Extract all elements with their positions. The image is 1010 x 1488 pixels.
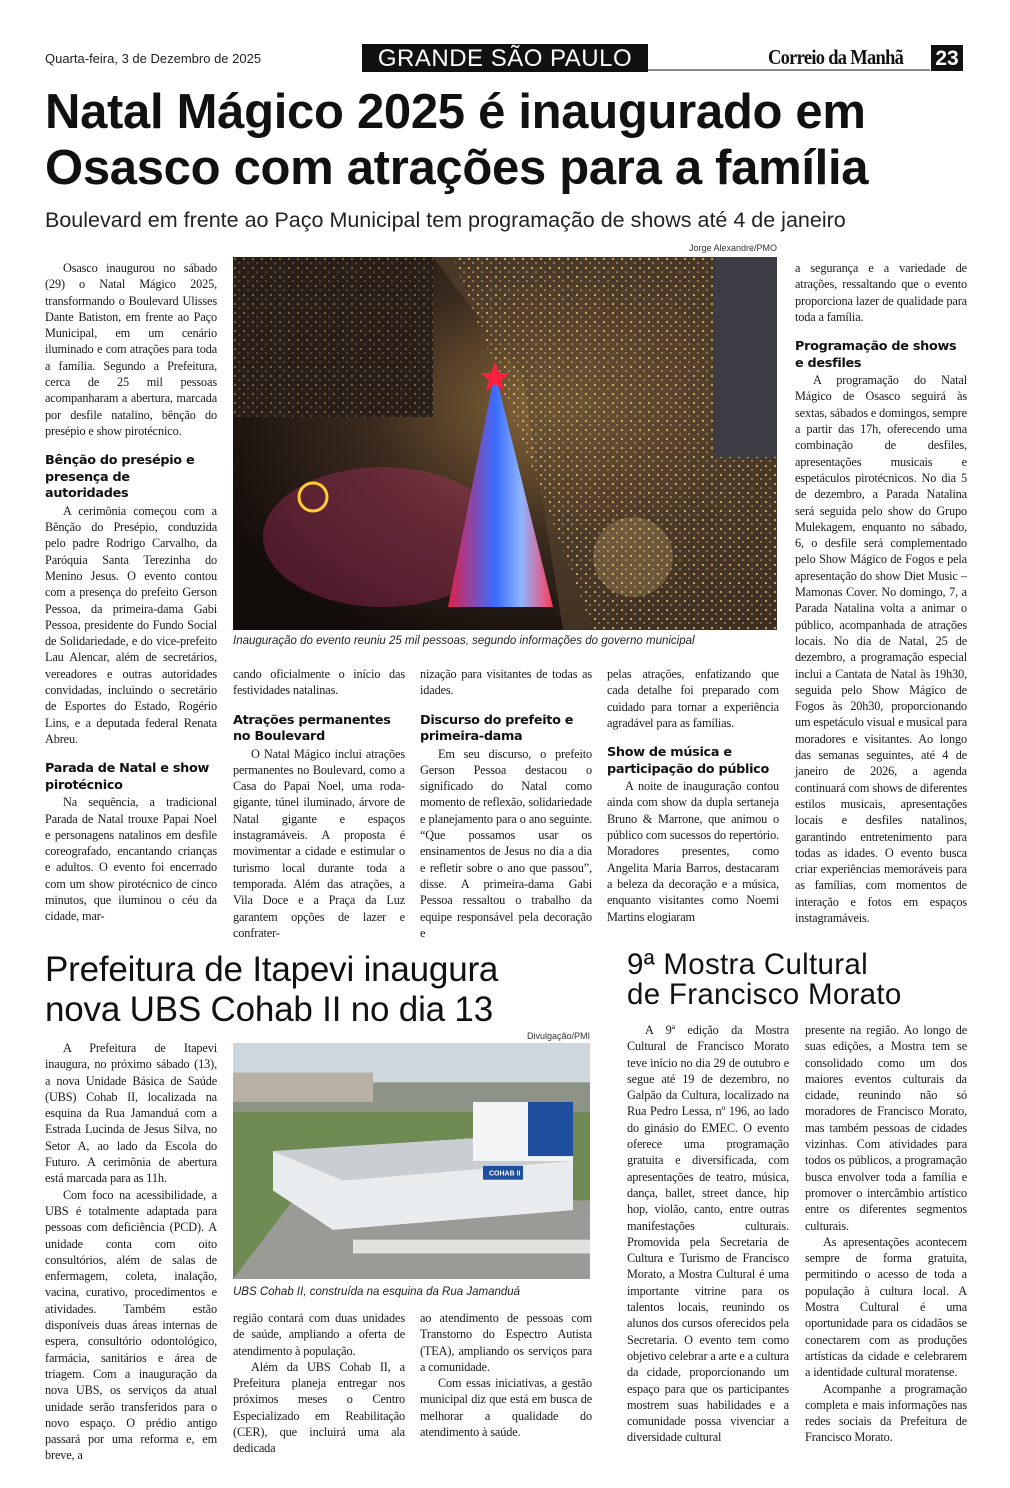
section-title: GRANDE SÃO PAULO [362,44,648,72]
main-headline [45,84,985,196]
body-paragraph: A cerimônia começou com a Bênção do Presépio, conduzida pelo padre Rodrigo Carvalho, da Paróquia Santa Terezinha do Menino Jesus. O evento contou com a presença do prefeito Gerson Pessoa, da primeira-dama Gabi Pessoa, presidente do Fundo Social de Solidariedade, e do vice-prefeito Lau Alencar, além de secretários, vereadores e outras autoridades convidadas, incluindo o secretário de Esportes do Estado, Rogério Lins, e a deputada federal Renata Abreu. [45,503,217,746]
body-paragraph: A programação do Natal Mágico de Osasco seguirá às sextas, sábados e domingos, sempre a partir das 17h, oferecendo uma combinação de desfiles, apresentações musicais e espetáculos pirotécnicos. No dia 5 de dezembro, a Parada Natalina será seguida pelo show do Grupo Mulekagem, enquanto no sábado, 6, o desfile será complementado pelo Show Mágico de Fogos e pela apresentação do show Diet Music – Mamonas Cover. No domingo, 7, a Parada Natalina volta a animar o público, acompanhada de atrações locais. No dia de Natal, 25 de dezembro, a programação especial inclui a Cantata de Natal às 19h30, seguida pelo Show Mágico de Fogos às 20h30, proporcionando um espetáculo visual e musical para moradores e visitantes. Ao longo das semanas seguintes, até 4 de janeiro de 2026, a agenda continuará com shows de diferentes estilos musicais, apresentações locais e desfiles natalinos, garantindo entretenimento para todas as idades. O evento busca criar experiências memoráveis para as famílias, com momentos de interação e fotos em espaços instagramáveis. [795,373,967,925]
subheading: Discurso do prefeito e primeira-dama [420,712,574,745]
main-article-column-5 [795,260,967,926]
body-paragraph: presente na região. Ao longo de suas edições, a Mostra tem se consolidado como um dos maiores eventos culturais da cidade, reunindo não só moradores de Francisco Morato, mas também pessoas de cidades vizinhas. Com atividades para todos os públicos, a programação busca envolver toda a família e promover o intercâmbio artístico entre os diferentes segmentos culturais. [805,1023,967,1233]
subheading: Bênção do presépio e presença de autoridades [45,453,195,502]
itapevi-article-column-2 [233,1310,405,1457]
body-paragraph: nização para visitantes de todas as idades. [420,667,592,698]
body-paragraph: Na sequência, a tradicional Parada de Natal trouxe Papai Noel e personagens natalinos em desfile coreografado, encantando crianças e adultos. O evento foi encerrado com um show pirotécnico de cinco minutos, que iluminou o céu da cidade, mar- [45,795,217,924]
body-paragraph: pelas atrações, enfatizando que cada detalhe foi preparado com cuidado para tornar a experiência agradável para as famílias. [607,667,779,730]
ubs-sign-text: COHAB II [489,1170,521,1178]
main-subtitle: Boulevard em frente ao Paço Municipal tem programação de shows até 4 de janeiro [45,208,846,232]
main-headline-line1: Natal Mágico 2025 é inaugurado em [45,85,866,139]
main-article-column-2 [233,666,405,941]
body-paragraph: Osasco inaugurou no sábado (29) o Natal Mágico 2025, transformando o Boulevard Ulisses Dante Batiston, em frente ao Paço Municipal, em um cenário iluminado e com atrações para toda a família. Segundo a Prefeitura, cerca de 25 mil pessoas acompanharam a abertura, marcada por desfile natalino, bênção do presépio e show pirotécnico. [45,261,217,438]
body-paragraph: A 9ª edição da Mostra Cultural de Francisco Morato teve início no dia 29 de outubro e segue até 19 de dezembro, no Galpão da Cultura, localizado na Rua Pedro Lessa, nº 196, ao lado do ginásio do EMEC. O evento oferece uma programação gratuita e diversificada, com apresentações de teatro, música, dança, ballet, street dance, hip hop, violão, canto, entre outras manifestações culturais. Promovida pela Secretaria de Cultura e Turismo de Francisco Morato, a Mostra Cultural é uma importante vitrine para os talentos locais, reunindo os alunos dos cursos oferecidos pela Secretaria. O evento tem como objetivo celebrar a arte e a cultura da cidade, proporcionando um espaço para que os participantes mostrem suas habilidades e a comunidade possa vivenciar a diversidade cultural [627,1023,789,1445]
body-paragraph: Além da UBS Cohab II, a Prefeitura planeja entregar nos próximos meses o Centro Especializado em Reabilitação (CER), que incluirá uma ala dedicada [233,1359,405,1456]
itapevi-article-column-1 [45,1040,217,1464]
mostra-article-column-2 [805,1022,967,1446]
main-article-column-3 [420,666,592,941]
subheading: Atrações permanentes no Boulevard [233,712,391,745]
itapevi-headline [45,950,498,1030]
itapevi-photo-credit: Divulgação/PMI [526,1031,590,1041]
itapevi-photo-caption: UBS Cohab II, construída na esquina da Rua Jamanduá [233,1286,521,1298]
itapevi-photo-ubs-building [233,1043,590,1279]
subheading: Parada de Natal e show pirotécnico [45,761,209,793]
body-paragraph: região contará com duas unidades de saúde, ampliando a oferta de atendimento à população. [233,1311,405,1358]
main-headline-line2: Osasco com atrações para a família [45,141,869,195]
itapevi-headline-line2: nova UBS Cohab II no dia 13 [45,990,493,1029]
page-number: 23 [931,45,963,71]
itapevi-headline-line1: Prefeitura de Itapevi inaugura [45,950,499,989]
itapevi-article-column-3 [420,1310,592,1440]
body-paragraph: O Natal Mágico inclui atrações permanentes no Boulevard, como a Casa do Papai Noel, uma roda-gigante, túnel iluminado, árvore de Natal gigante e espaços instagramáveis. A proposta é movimentar a cidade e estimular o turismo local durante toda a temporada. Além das atrações, a Vila Doce e a Praça da Luz garantem opções de lazer e confrater- [233,746,405,940]
main-photo-caption: Inauguração do evento reuniu 25 mil pessoas, segundo informações do governo municipal [233,635,695,647]
main-photo-credit: Jorge Alexandre/PMO [688,243,777,253]
mostra-headline-line1: 9ª Mostra Cultural [627,948,868,981]
body-paragraph: a segurança e a variedade de atrações, ressaltando que o evento proporciona lazer de qualidade para toda a família. [795,261,967,324]
body-paragraph: ao atendimento de pessoas com Transtorno do Espectro Autista (TEA), ampliando os serviços para a comunidade. [420,1311,592,1374]
subheading: Programação de shows e desfiles [795,339,957,371]
body-paragraph: Em seu discurso, o prefeito Gerson Pessoa destacou o significado do Natal como momento de reflexão, solidariedade e planejamento para o ano seguinte. “Que possamos usar os ensinamentos de Jesus no dia a dia e refletir sobre o ano que passou”, disse. A primeira-dama Gabi Pessoa ressaltou o trabalho da equipe responsável pela decoração e [420,746,592,940]
mostra-article-column-1 [627,1022,789,1446]
body-paragraph: Acompanhe a programação completa e mais informações nas redes sociais da Prefeitura de Francisco Morato. [805,1381,967,1445]
main-article-column-4 [607,666,779,925]
body-paragraph: As apresentações acontecem sempre de forma gratuita, permitindo o acesso de toda a população à cultura local. A Mostra Cultural é uma oportunidade para os cidadãos se conectarem com as produções artísticas da cidade e celebrarem a identidade cultural moratense. [805,1234,967,1380]
issue-date: Quarta-feira, 3 de Dezembro de 2025 [45,51,262,66]
main-photo-christmas-aerial [233,257,777,630]
newspaper-logo: Correio da Manhã [768,45,904,69]
body-paragraph: Com essas iniciativas, a gestão municipal diz que está em busca de melhorar a qualidade do atendimento à saúde. [420,1376,592,1440]
body-paragraph: Com foco na acessibilidade, a UBS é totalmente adaptada para pessoas com deficiência (PCD). A unidade conta com oito consultórios, além de salas de enfermagem, coleta, inalação, vacina, curativo, procedimentos e atividades. Também estão disponíveis duas áreas internas de espera, consultório odontológico, farmácia, sanitários e área de triagem. Com a inauguração da nova UBS, os serviços da atual unidade serão transferidos para o novo espaço. O prédio antigo passará por uma reforma e, em breve, a [45,1187,217,1463]
mostra-headline-line2: de Francisco Morato [627,978,902,1011]
body-paragraph: cando oficialmente o início das festividades natalinas. [233,667,405,698]
main-article-column-1 [45,260,217,925]
mostra-headline [627,950,902,1010]
body-paragraph: A noite de inauguração contou ainda com show da dupla sertaneja Bruno & Marrone, que animou o público com sucessos do repertório. Moradores presentes, como Angelita Maria Barros, destacaram a beleza da decoração e a música, enquanto visitantes como Noemi Martins elogiaram [607,779,779,924]
subheading: Show de música e participação do público [607,745,769,777]
body-paragraph: A Prefeitura de Itapevi inaugura, no próximo sábado (13), a nova Unidade Básica de Saúde (UBS) Cohab II, localizada na esquina da Rua Jamanduá com a Estrada Lucinda de Jesus Silva, no Setor A, ao lado da Escola do Futuro. A cerimônia de abertura está marcada para as 11h. [45,1041,217,1186]
